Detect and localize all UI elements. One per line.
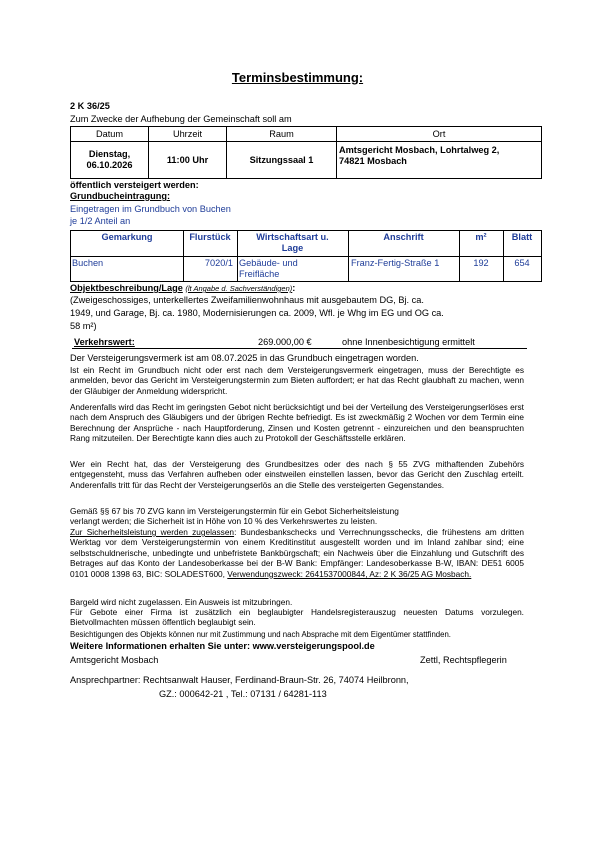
- header-anschrift: Anschrift: [383, 232, 424, 242]
- page-title: Terminsbestimmung:: [231, 70, 364, 85]
- termin-datum-weekday: Dienstag,: [88, 149, 131, 159]
- header-ort: Ort: [337, 127, 542, 142]
- header-wirtschaftsart-1: Wirtschaftsart u.: [256, 232, 329, 242]
- objekt-heading: Objektbeschreibung/Lage: [70, 283, 183, 293]
- header-m2: m²: [475, 232, 487, 242]
- verkehrswert-note: ohne Innenbesichtigung ermittelt: [342, 337, 475, 347]
- termin-datum-date: 06.10.2026: [86, 160, 133, 170]
- grundbuch-line2: je 1/2 Anteil an: [70, 216, 131, 226]
- header-datum: Datum: [71, 127, 149, 142]
- paragraph-sicherheitsleistung: [70, 527, 524, 579]
- paragraph-geringstes-gebot: Anderenfalls wird das Recht im geringsten Gebot nicht berücksichtigt und bei der Verteilung des Versteigerungserlöses erst nach dem Anspruch des Gläubigers und der übrigen Rechte befriedigt. Es ist zweckmäßig 2 Wochen vor dem Termin eine Berechnung der Ansprüche - nach Hauptforderung, Zinsen und Kosten getrennt - einzureichen und den beanspruchten Rang mitzuteilen. Der Berechtigte kann dies auch zu Protokoll der Geschäftsstelle erklären.: [70, 402, 524, 444]
- grundbuch-heading: Grundbucheintragung:: [70, 191, 171, 201]
- header-gemarkung: Gemarkung: [101, 232, 153, 242]
- ansprechpartner-line2: GZ.: 000642-21 , Tel.: 07131 / 64281-113: [159, 689, 327, 699]
- termin-uhrzeit: 11:00 Uhr: [149, 142, 227, 179]
- paragraph-entgegenstehendes-recht: Wer ein Recht hat, das der Versteigerung des Grundbesitzes oder des nach § 55 ZVG mithaftenden Zubehörs entgegensteht, muss das Verfahren aufheben oder einstweilen einstellen lassen, bevor das Gericht den Zuschlag erteilt. Anderenfalls tritt für das Recht der Versteigerungserlös an die Stelle des versteigerten Gegenstandes.: [70, 459, 524, 490]
- grundbuch-line1: Eingetragen im Grundbuch von Buchen: [70, 204, 231, 214]
- besichtigung-hinweis: Besichtigungen des Objekts können nur mit Zustimmung und nach Absprache mit dem Eigentümer stattfinden.: [70, 630, 451, 639]
- sicherheitsleistung-heading: Zur Sicherheitsleistung werden zugelassen: [70, 527, 235, 537]
- intro-text: Zum Zwecke der Aufhebung der Gemeinschaft soll am: [70, 114, 292, 124]
- paragraph-anmeldung: Ist ein Recht im Grundbuch nicht oder erst nach dem Versteigerungsvermerk eingetragen, muss der Berechtigte es anmelden, bevor das Gericht im Versteigerungstermin zum Bieten auffordert; er hat das Recht glaubhaft zu machen, wenn der Gläubiger der Anmeldung widerspricht.: [70, 365, 524, 396]
- rechtspfleger-signature: Zettl, Rechtspflegerin: [420, 655, 507, 665]
- objekt-line-3: 58 m²): [70, 321, 97, 331]
- verkehrswert-value: 269.000,00 €: [258, 337, 312, 347]
- verwendungszweck: Verwendungszweck: 2641537000844, Az: 2 K 36/25 AG Mosbach.: [227, 568, 472, 579]
- termin-ort: [337, 142, 542, 179]
- objekt-source: (lt Angabe d. Sachverständigen): [185, 284, 293, 293]
- objekt-colon: :: [292, 283, 296, 293]
- bargeld-hinweis: Bargeld wird nicht zugelassen. Ein Ausweis ist mitzubringen.: [70, 597, 293, 607]
- termin-ort-line1: Amtsgericht Mosbach, Lohrtalweg 2,: [339, 145, 500, 155]
- verkehrswert-label: Verkehrswert:: [74, 337, 135, 347]
- cell-wirtschaftsart-2: Freifläche: [239, 269, 280, 279]
- cell-m2: 192: [473, 258, 489, 268]
- header-raum: Raum: [227, 127, 337, 142]
- ansprechpartner-line1: Ansprechpartner: Rechtsanwalt Hauser, Ferdinand-Braun-Str. 26, 74074 Heilbronn,: [70, 675, 409, 685]
- header-blatt: Blatt: [511, 232, 533, 242]
- cell-wirtschaftsart-1: Gebäude- und: [239, 258, 298, 268]
- termin-row: [71, 142, 542, 179]
- row-divider: [71, 256, 541, 257]
- header-flurstueck: Flurstück: [189, 232, 231, 242]
- weitere-informationen: Weitere Informationen erhalten Sie unter: www.versteigerungspool.de: [70, 641, 375, 651]
- cell-gemarkung: Buchen: [72, 258, 104, 268]
- header-wirtschaftsart-2: Lage: [281, 243, 304, 253]
- objekt-heading-line: [70, 283, 295, 293]
- termin-datum: [71, 142, 149, 179]
- aktenzeichen: 2 K 36/25: [70, 101, 110, 111]
- cell-blatt: 654: [514, 258, 530, 268]
- objekt-line-1: (Zweigeschossiges, unterkellertes Zweifamilienwohnhaus mit ausgebautem DG, Bj. ca.: [70, 295, 424, 305]
- versteigerungsvermerk: Der Versteigerungsvermerk ist am 08.07.2025 in das Grundbuch eingetragen worden.: [70, 353, 419, 363]
- sicherheitsleistung-text: : Bundesbankschecks und Verrechnungsschecks, die frühestens am dritten Werktag vor dem Versteigerungstermin von einem Kreditinstitut ausgestellt worden und im Inland zahlbar sind; eine selbstschuldnerische, unbedingte und unbefristete Bankbürgschaft; ein Nachweis über die Einzahlung und Gutschrift des Betrages auf das Konto der Landesoberkasse bei der B-W Bank: Empfänger: Landesoberkasse B-W, IBAN: DE51 6005 0101 0008 1398 63, BIC: SOLADEST600,: [70, 527, 524, 579]
- amtsgericht-signature: Amtsgericht Mosbach: [70, 655, 159, 665]
- versteigert-text: öffentlich versteigert werden:: [70, 180, 199, 190]
- cell-anschrift: Franz-Fertig-Straße 1: [351, 258, 440, 268]
- termin-raum: Sitzungssaal 1: [227, 142, 337, 179]
- grundstueck-table: [70, 230, 542, 282]
- paragraph-sicherheit-line1: Gemäß §§ 67 bis 70 ZVG kann im Versteigerungstermin für ein Gebot Sicherheitsleistung: [70, 506, 399, 516]
- divider-line: [72, 348, 527, 349]
- termin-header-row: [71, 127, 542, 142]
- paragraph-sicherheit-line2: verlangt werden; die Sicherheit ist in Höhe von 10 % des Verkehrswertes zu leisten.: [70, 516, 378, 526]
- objekt-line-2: 1949, und Garage, Bj. ca. 1980, Modernisierungen ca. 2009, Wfl. je Whg im EG und OG ca.: [70, 308, 444, 318]
- paragraph-firma: Für Gebote einer Firma ist zusätzlich ein beglaubigter Handelsregisterauszug neuesten Datums vorzulegen. Bietvollmachten müssen öffentlich beglaubigt sein.: [70, 607, 524, 628]
- termin-ort-line2: 74821 Mosbach: [339, 156, 407, 166]
- header-uhrzeit: Uhrzeit: [149, 127, 227, 142]
- cell-flurstueck: 7020/1: [204, 258, 233, 268]
- termin-table: [70, 126, 542, 179]
